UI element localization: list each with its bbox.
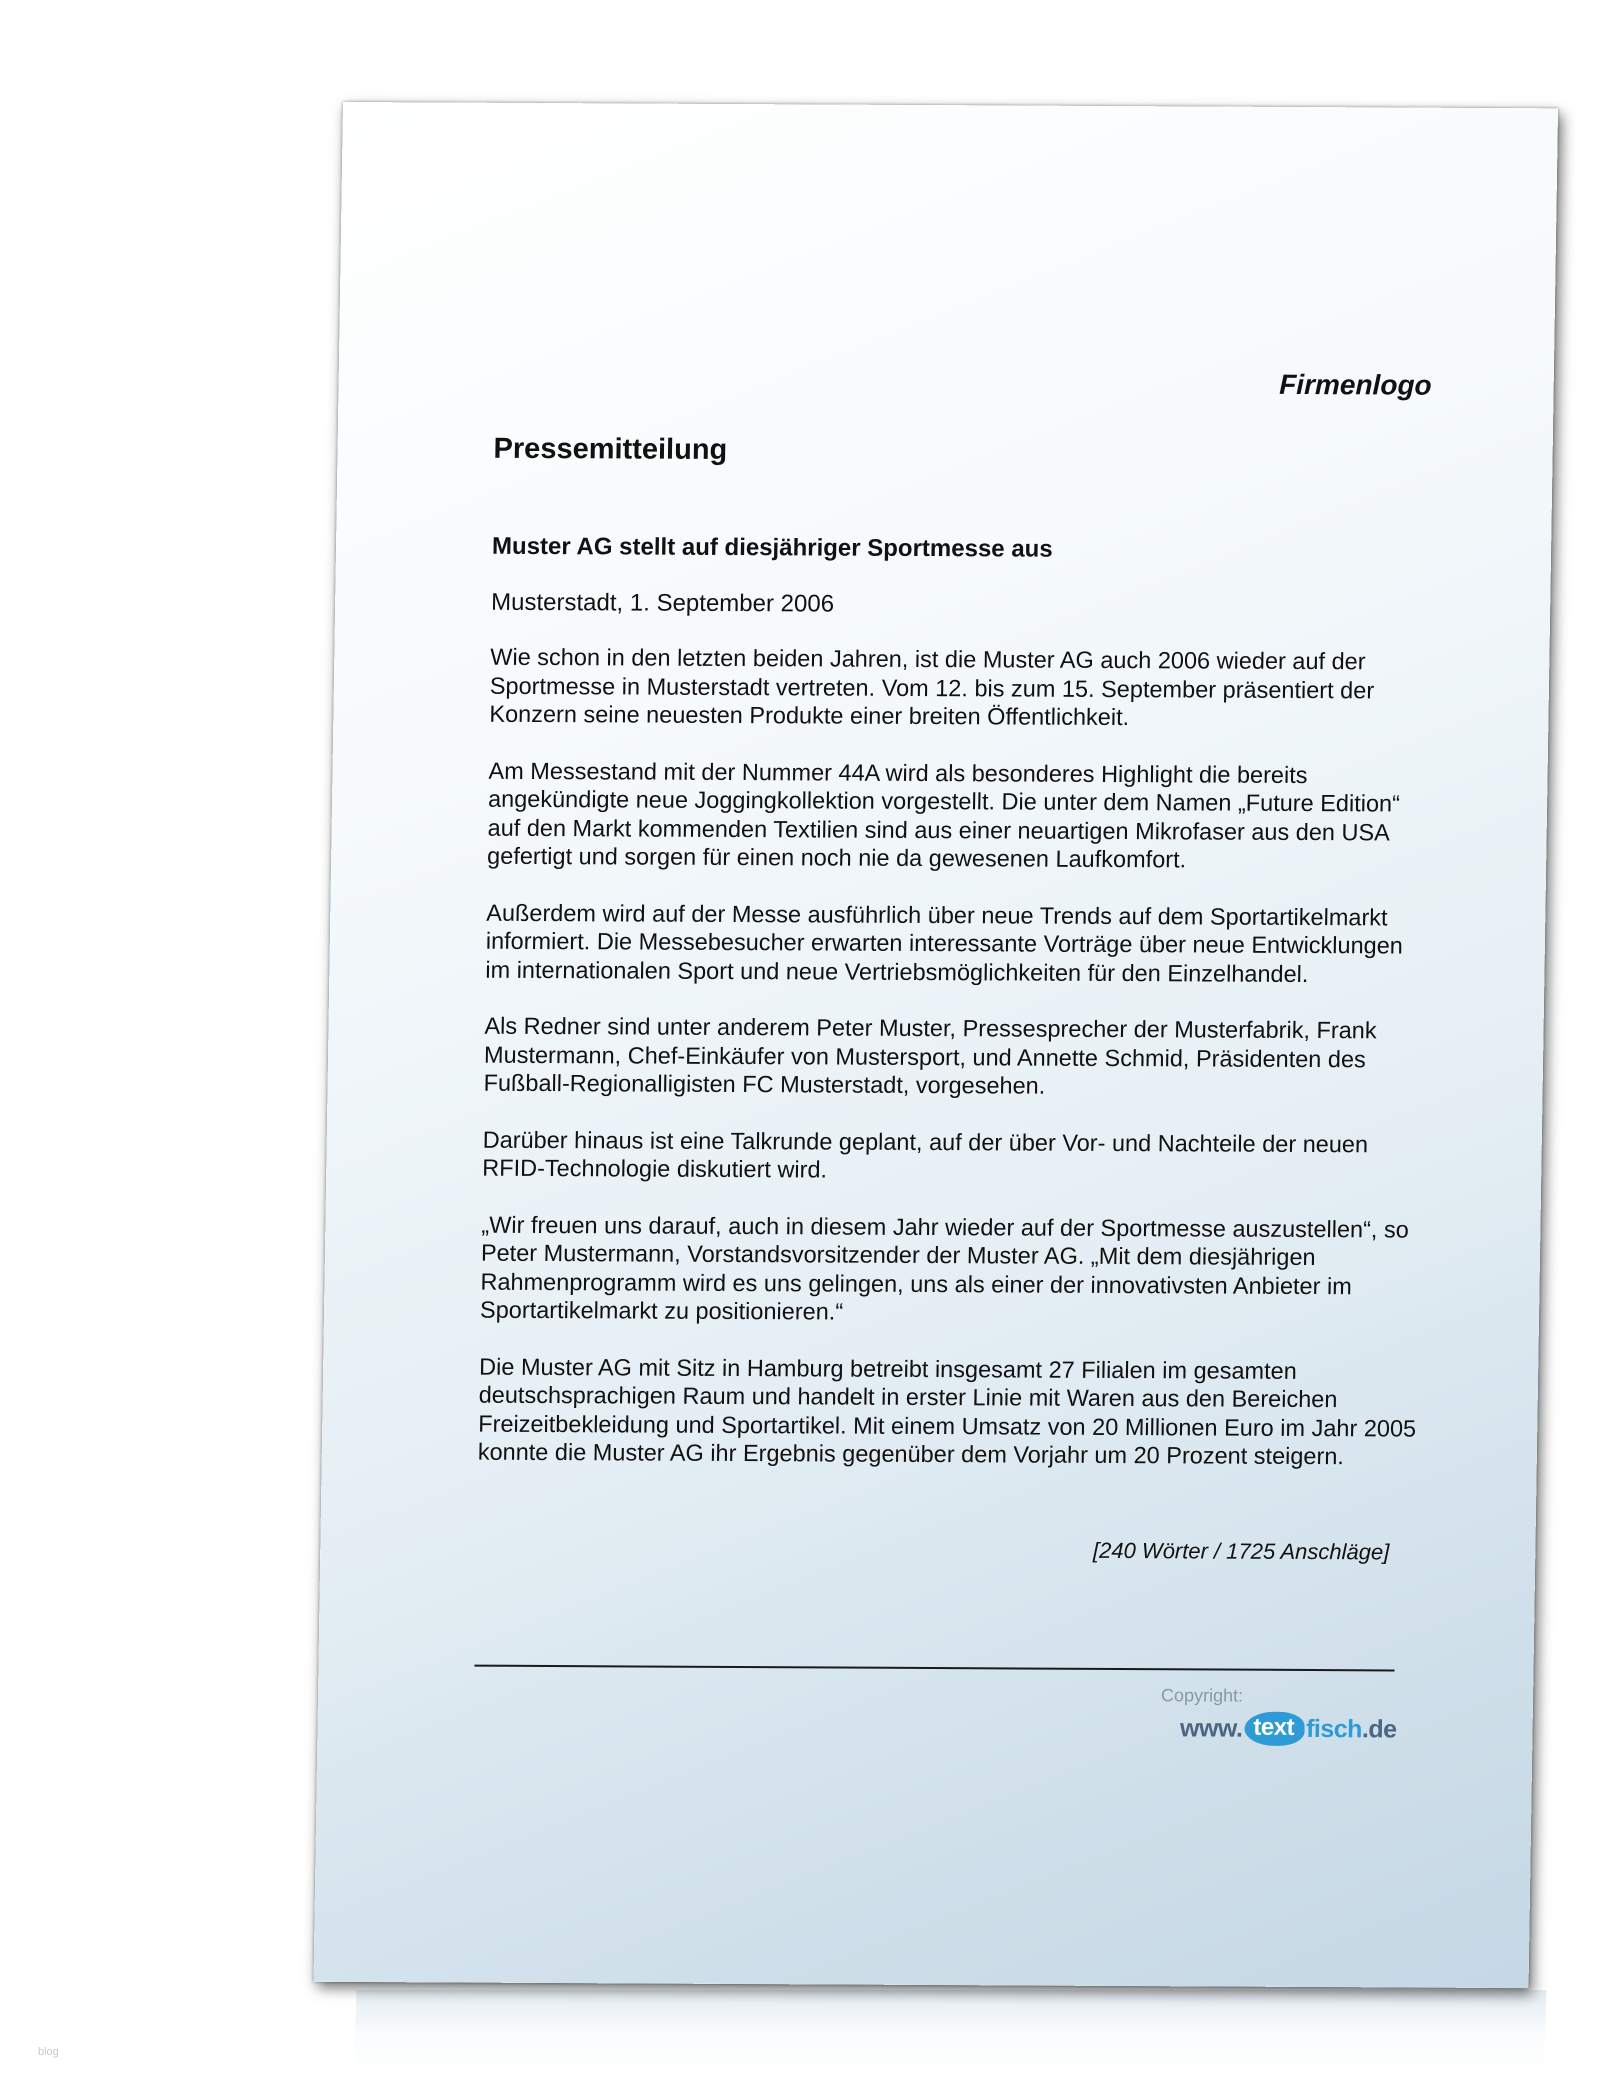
press-body xyxy=(477,643,1430,1499)
paragraph: Als Redner sind unter anderem Peter Muster, Pressesprecher der Musterfabrik, Frank Mustermann, Chef-Einkäufer von Mustersport, und Annette Schmid, Präsidenten des Fußball-Regionalligisten FC Musterstadt, vorgesehen. xyxy=(483,1012,1377,1099)
document-content xyxy=(313,102,1558,1988)
word-count: [240 Wörter / 1725 Anschläge] xyxy=(1092,1537,1390,1565)
paragraph: Wie schon in den letzten beiden Jahren, ist die Muster AG auch 2006 wieder auf der Sportmesse in Musterstadt vertreten. Vom 12. bis zum 15. September präsentiert der Konzern seine neuesten Produkte einer breiten Öffentlichkeit. xyxy=(489,643,1375,731)
press-headline: Muster AG stellt auf diesjähriger Sportmesse aus xyxy=(491,532,1053,563)
textfisch-logo xyxy=(1180,1711,1397,1746)
logo-suffix: .de xyxy=(1361,1714,1397,1743)
dateline: Musterstadt, 1. September 2006 xyxy=(490,588,835,618)
paragraph: „Wir freuen uns darauf, auch in diesem Jahr wieder auf der Sportmesse auszustellen“, so Peter Mustermann, Vorstandsvorsitzender der Muster AG. „Mit dem diesjährigen Rahmenprogramm wird es uns gelingen, uns als einer der innovativsten Anbieter im Sportartikelmarkt zu positionieren.“ xyxy=(479,1211,1410,1325)
company-logo-placeholder: Firmenlogo xyxy=(1278,368,1432,401)
paragraph: Die Muster AG mit Sitz in Hamburg betreibt insgesamt 27 Filialen im gesamten deutschsprachigen Raum und handelt in erster Linie mit Waren aus den Bereichen Freizeitbekleidung und Sportartikel. Mit einem Umsatz von 20 Millionen Euro im Jahr 2005 konnte die Muster AG ihr Ergebnis gegenüber dem Vorjahr um 20 Prozent steigern. xyxy=(477,1353,1417,1470)
footer-divider xyxy=(474,1665,1394,1672)
document-sheet xyxy=(313,102,1558,1988)
sheet-reflection xyxy=(353,1990,1546,2080)
watermark: blog xyxy=(38,2046,59,2058)
page-title: Pressemitteilung xyxy=(493,432,728,466)
copyright-label: Copyright: xyxy=(1160,1685,1244,1706)
logo-middle: fisch xyxy=(1305,1714,1363,1743)
paragraph: Darüber hinaus ist eine Talkrunde geplant, auf der über Vor- und Nachteile der neuen RFID-Technologie diskutiert wird. xyxy=(482,1126,1369,1183)
fish-icon: text xyxy=(1244,1712,1304,1746)
paragraph: Außerdem wird auf der Messe ausführlich über neue Trends auf dem Sportartikelmarkt informiert. Die Messebesucher erwarten interessante Vorträge über neue Entwicklungen im internationalen Sport und neue Vertriebsmöglichkeiten für den Einzelhandel. xyxy=(485,899,1404,987)
logo-prefix: www. xyxy=(1179,1713,1243,1743)
paragraph: Am Messestand mit der Nummer 44A wird als besonderes Highlight die bereits angekündigte neue Joggingkollektion vorgestellt. Die unter dem Namen „Future Edition“ auf den Markt kommenden Textilien sind aus einer neuartigen Mikrofaser aus den USA gefertigt und sorgen für einen noch nie da gewesenen Laufkomfort. xyxy=(486,757,1401,873)
